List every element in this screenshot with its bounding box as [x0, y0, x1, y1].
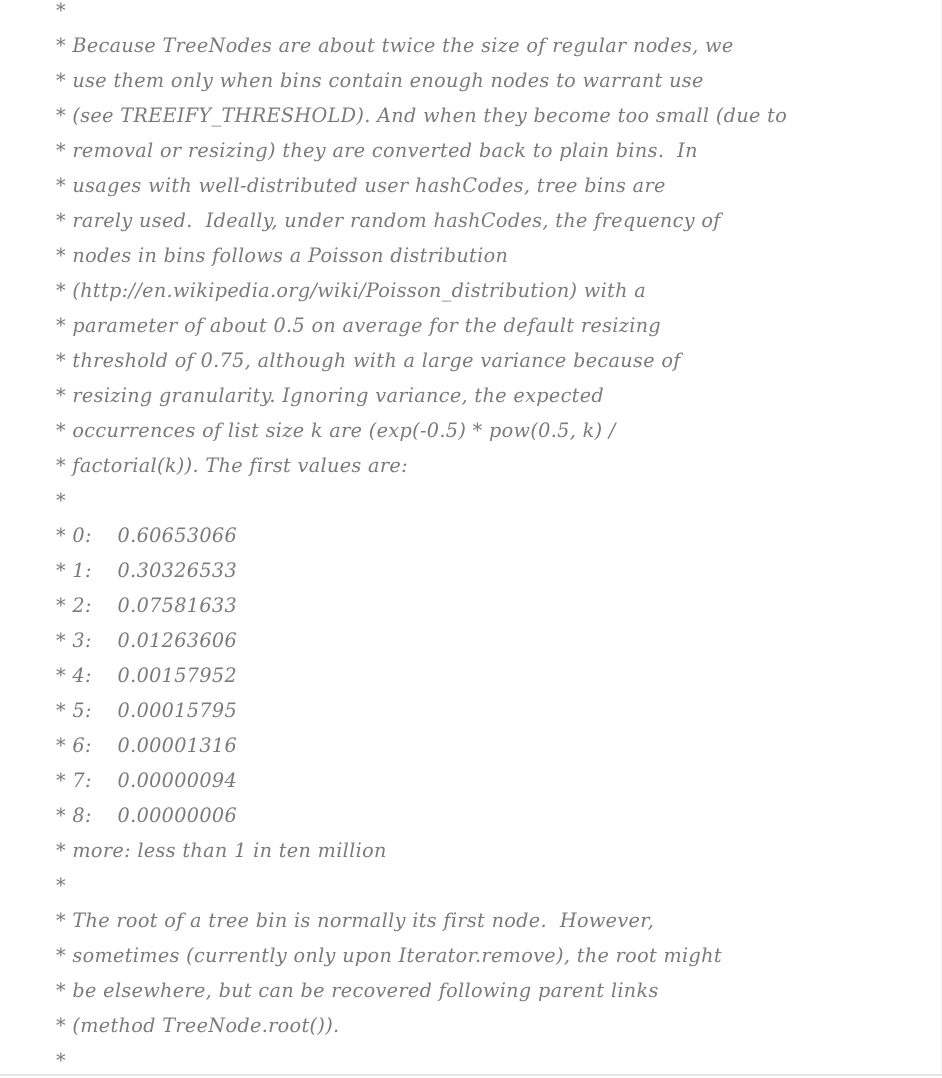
comment-line: *	[56, 874, 66, 897]
frequency-row: * 5: 0.00015795	[56, 699, 238, 722]
comment-line: * parameter of about 0.5 on average for the default resizing	[56, 314, 662, 337]
comment-line: * be elsewhere, but can be recovered following parent links	[56, 979, 659, 1002]
comment-line: * (method TreeNode.root()).	[56, 1014, 340, 1037]
frequency-row: * 1: 0.30326533	[56, 559, 238, 582]
frequency-row: * 8: 0.00000006	[56, 804, 238, 827]
comment-line-link: * (http://en.wikipedia.org/wiki/Poisson_distribution) with a	[56, 279, 647, 302]
comment-line: * sometimes (currently only upon Iterator.remove), the root might	[56, 944, 722, 967]
frequency-row: * 3: 0.01263606	[56, 629, 238, 652]
comment-lines	[56, 0, 787, 1078]
comment-line: *	[56, 489, 66, 512]
comment-line: * use them only when bins contain enough nodes to warrant use	[56, 69, 704, 92]
comment-line: * (see TREEIFY_THRESHOLD). And when they become too small (due to	[56, 104, 788, 127]
comment-line: *	[56, 0, 66, 22]
comment-line: * usages with well-distributed user hashCodes, tree bins are	[56, 174, 666, 197]
comment-line: * occurrences of list size k are (exp(-0.5) * pow(0.5, k) /	[56, 419, 616, 442]
comment-line: * Because TreeNodes are about twice the size of regular nodes, we	[56, 34, 734, 57]
comment-line: * factorial(k)). The first values are:	[56, 454, 408, 477]
comment-line: * nodes in bins follows a Poisson distribution	[56, 244, 509, 267]
comment-line: * removal or resizing) they are converted back to plain bins. In	[56, 139, 698, 162]
comment-line: * resizing granularity. Ignoring variance, the expected	[56, 384, 605, 407]
comment-line: * threshold of 0.75, although with a large variance because of	[56, 349, 681, 372]
frequency-row: * 0: 0.60653066	[56, 524, 238, 547]
frequency-row: * 6: 0.00001316	[56, 734, 238, 757]
frequency-row: * more: less than 1 in ten million	[56, 839, 387, 862]
comment-line: *	[56, 1049, 66, 1072]
frequency-row: * 7: 0.00000094	[56, 769, 238, 792]
comment-line: * rarely used. Ideally, under random hashCodes, the frequency of	[56, 209, 721, 232]
comment-line: * The root of a tree bin is normally its first node. However,	[56, 909, 655, 932]
frequency-row: * 2: 0.07581633	[56, 594, 238, 617]
frequency-row: * 4: 0.00157952	[56, 664, 238, 687]
